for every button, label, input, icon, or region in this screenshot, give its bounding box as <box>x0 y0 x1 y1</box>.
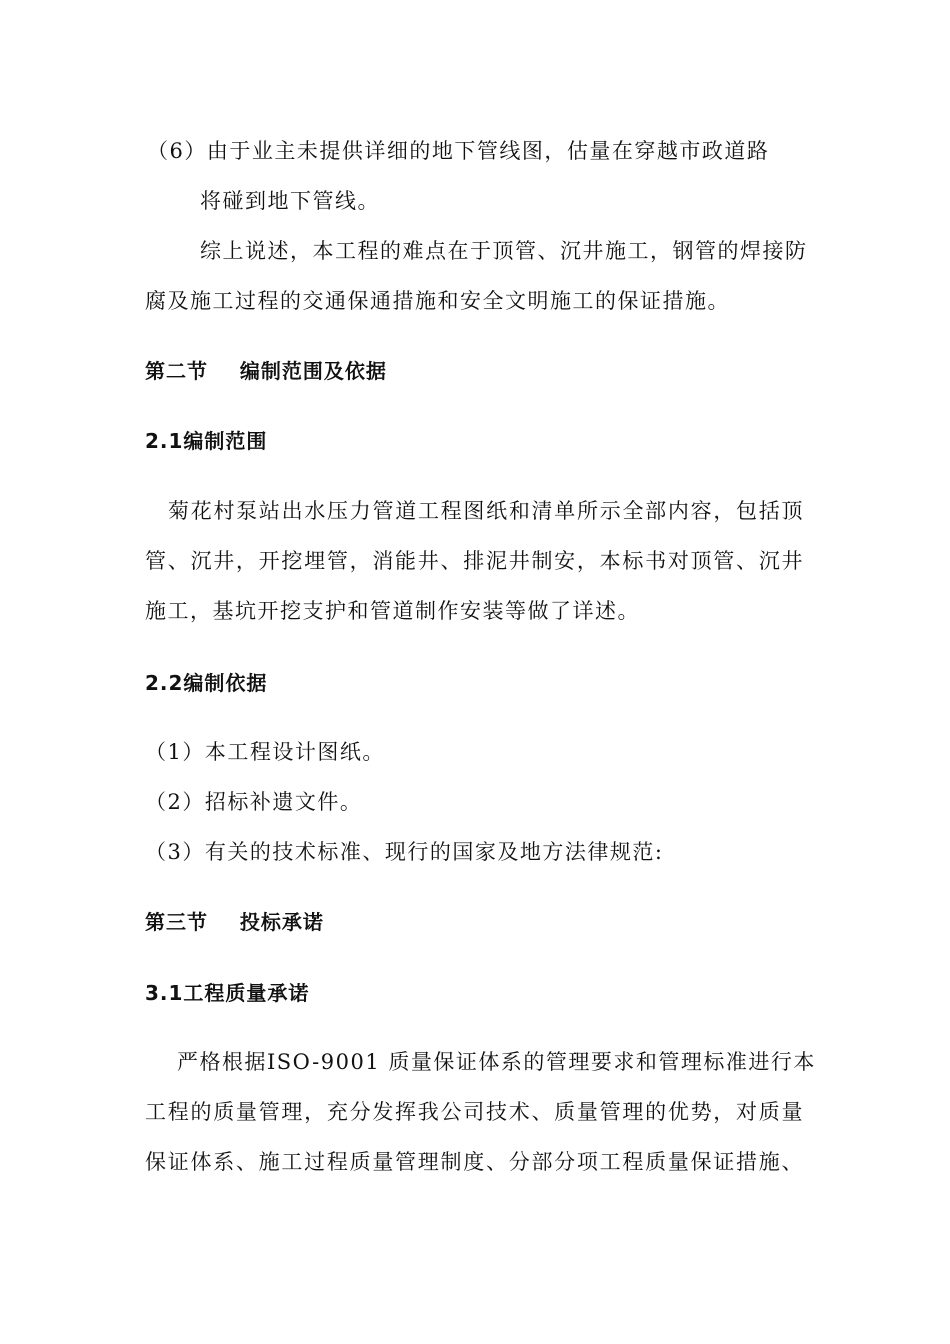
quality-line-2: 工程的质量管理，充分发挥我公司技术、质量管理的优势，对质量 <box>145 1100 804 1124</box>
section-3-heading: 第三节 投标承诺 <box>145 910 324 934</box>
scope-line-1: 菊花村泵站出水压力管道工程图纸和清单所示全部内容，包括顶 <box>168 499 804 523</box>
section-2-heading: 第二节 编制范围及依据 <box>145 359 387 383</box>
item-6-line-1: （6）由于业主未提供详细的地下管线图，估量在穿越市政道路 <box>147 139 770 163</box>
summary-line-1: 综上说述，本工程的难点在于顶管、沉井施工，钢管的焊接防 <box>200 239 808 263</box>
subsection-2-1-heading: 2.1编制范围 <box>145 429 268 453</box>
summary-line-2: 腐及施工过程的交通保通措施和安全文明施工的保证措施。 <box>145 289 730 313</box>
basis-item-1: （1）本工程设计图纸。 <box>145 740 385 764</box>
scope-line-3: 施工，基坑开挖支护和管道制作安装等做了详述。 <box>145 599 640 623</box>
quality-line-3: 保证体系、施工过程质量管理制度、分部分项工程质量保证措施、 <box>145 1150 804 1174</box>
item-6-line-2: 将碰到地下管线。 <box>200 189 380 213</box>
subsection-2-2-heading: 2.2编制依据 <box>145 671 268 695</box>
basis-item-2: （2）招标补遗文件。 <box>145 790 363 814</box>
basis-item-3: （3）有关的技术标准、现行的国家及地方法律规范: <box>145 840 664 864</box>
subsection-3-1-heading: 3.1工程质量承诺 <box>145 981 310 1005</box>
scope-line-2: 管、沉井，开挖埋管，消能井、排泥井制安，本标书对顶管、沉井 <box>145 549 804 573</box>
quality-line-1: 严格根据ISO-9001 质量保证体系的管理要求和管理标准进行本 <box>177 1050 816 1074</box>
